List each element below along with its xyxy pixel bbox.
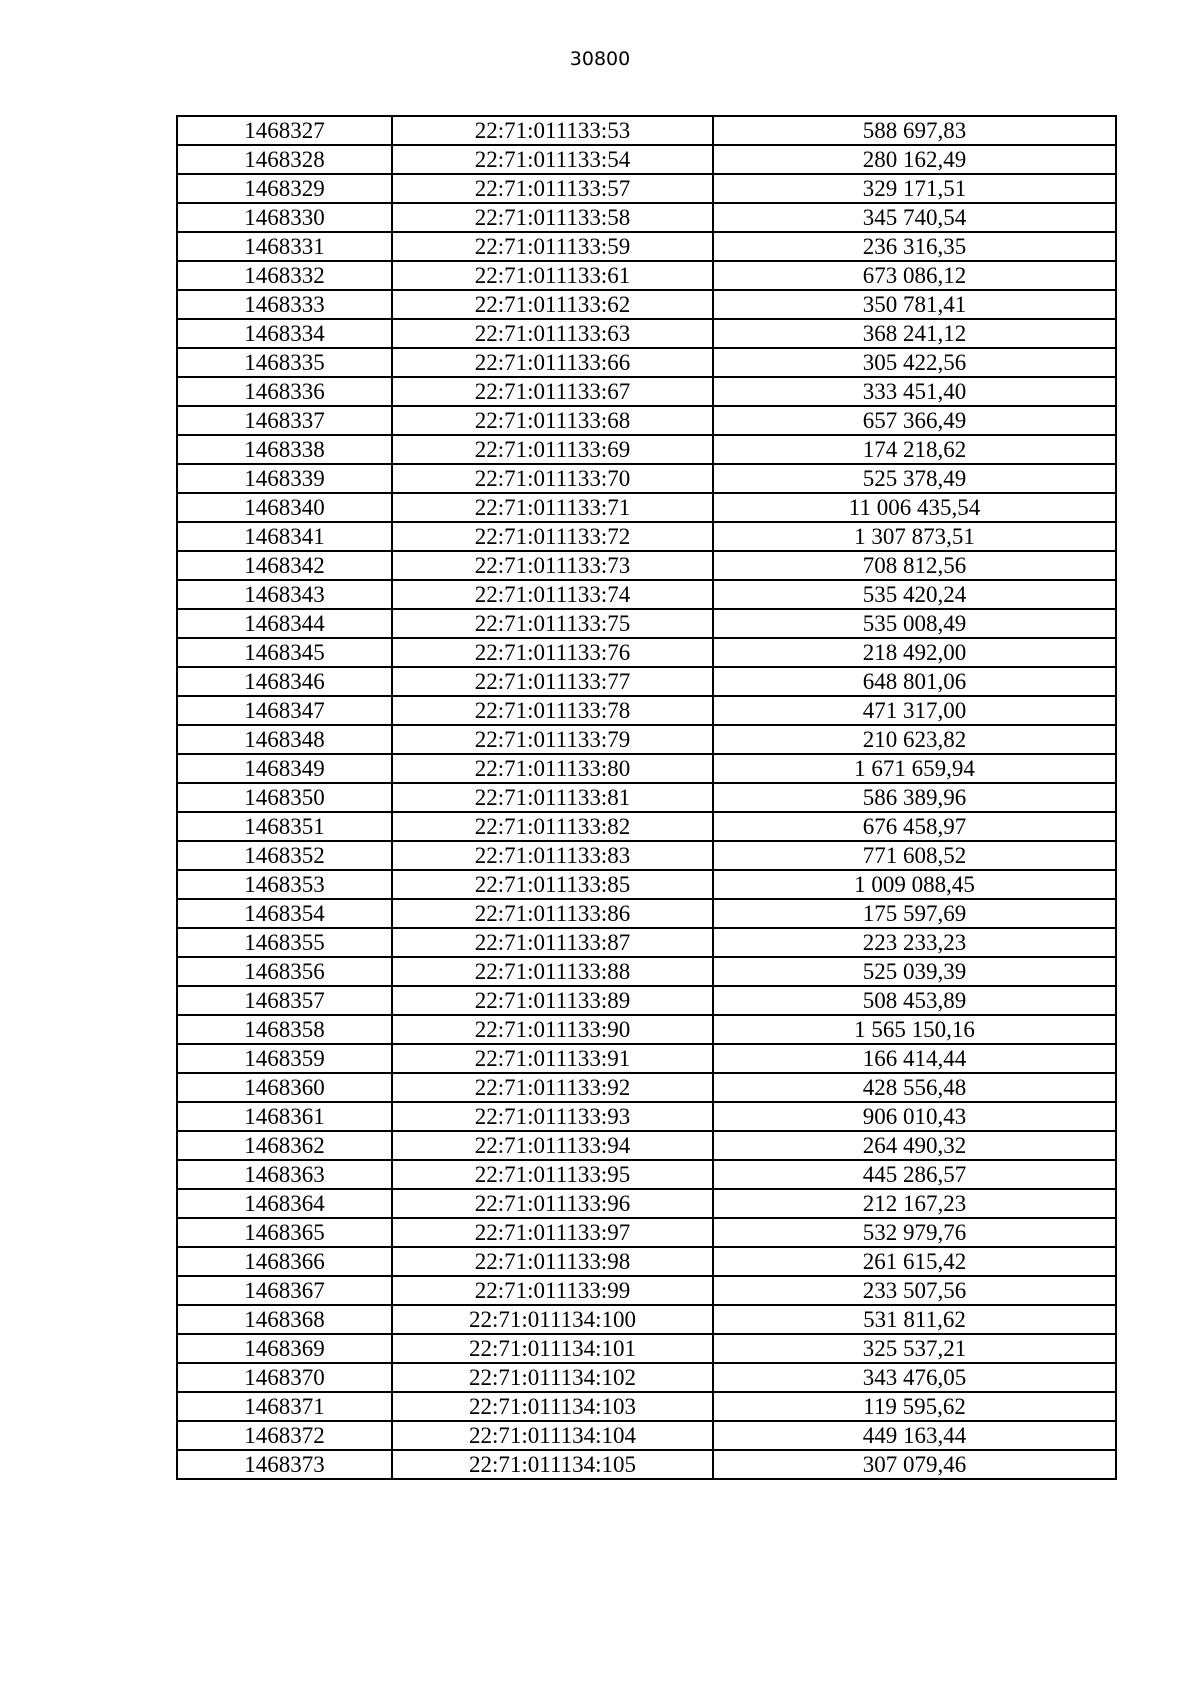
row-number-cell: 1468337 — [177, 406, 392, 435]
cadastral-number-cell: 22:71:011133:74 — [392, 580, 713, 609]
cadastral-number-cell: 22:71:011133:95 — [392, 1160, 713, 1189]
value-cell: 350 781,41 — [713, 290, 1116, 319]
table-row — [177, 928, 1116, 957]
cadastral-number-cell: 22:71:011133:67 — [392, 377, 713, 406]
row-number-cell: 1468350 — [177, 783, 392, 812]
data-table — [176, 115, 1117, 1480]
table-row — [177, 870, 1116, 899]
row-number-cell: 1468339 — [177, 464, 392, 493]
row-number-cell: 1468364 — [177, 1189, 392, 1218]
cadastral-number-cell: 22:71:011133:85 — [392, 870, 713, 899]
value-cell: 586 389,96 — [713, 783, 1116, 812]
cadastral-number-cell: 22:71:011133:57 — [392, 174, 713, 203]
table-row — [177, 493, 1116, 522]
cadastral-number-cell: 22:71:011133:72 — [392, 522, 713, 551]
table-row — [177, 841, 1116, 870]
value-cell: 218 492,00 — [713, 638, 1116, 667]
table-row — [177, 464, 1116, 493]
table-row — [177, 1131, 1116, 1160]
cadastral-number-cell: 22:71:011133:93 — [392, 1102, 713, 1131]
table-row — [177, 1392, 1116, 1421]
table-row — [177, 406, 1116, 435]
cadastral-number-cell: 22:71:011133:54 — [392, 145, 713, 174]
cadastral-number-cell: 22:71:011134:105 — [392, 1450, 713, 1479]
table-row — [177, 290, 1116, 319]
cadastral-number-cell: 22:71:011133:78 — [392, 696, 713, 725]
value-cell: 212 167,23 — [713, 1189, 1116, 1218]
value-cell: 280 162,49 — [713, 145, 1116, 174]
value-cell: 264 490,32 — [713, 1131, 1116, 1160]
table-row — [177, 203, 1116, 232]
table-row — [177, 638, 1116, 667]
cadastral-number-cell: 22:71:011133:77 — [392, 667, 713, 696]
cadastral-number-cell: 22:71:011133:62 — [392, 290, 713, 319]
row-number-cell: 1468369 — [177, 1334, 392, 1363]
row-number-cell: 1468330 — [177, 203, 392, 232]
value-cell: 445 286,57 — [713, 1160, 1116, 1189]
value-cell: 223 233,23 — [713, 928, 1116, 957]
row-number-cell: 1468342 — [177, 551, 392, 580]
cadastral-number-cell: 22:71:011133:89 — [392, 986, 713, 1015]
cadastral-number-cell: 22:71:011133:97 — [392, 1218, 713, 1247]
row-number-cell: 1468341 — [177, 522, 392, 551]
row-number-cell: 1468335 — [177, 348, 392, 377]
table-row — [177, 145, 1116, 174]
value-cell: 676 458,97 — [713, 812, 1116, 841]
cadastral-number-cell: 22:71:011133:58 — [392, 203, 713, 232]
value-cell: 305 422,56 — [713, 348, 1116, 377]
table-row — [177, 1334, 1116, 1363]
cadastral-number-cell: 22:71:011133:99 — [392, 1276, 713, 1305]
value-cell: 174 218,62 — [713, 435, 1116, 464]
table-row — [177, 1421, 1116, 1450]
row-number-cell: 1468368 — [177, 1305, 392, 1334]
cadastral-number-cell: 22:71:011133:80 — [392, 754, 713, 783]
value-cell: 1 307 873,51 — [713, 522, 1116, 551]
value-cell: 210 623,82 — [713, 725, 1116, 754]
row-number-cell: 1468367 — [177, 1276, 392, 1305]
value-cell: 119 595,62 — [713, 1392, 1116, 1421]
table-row — [177, 957, 1116, 986]
row-number-cell: 1468355 — [177, 928, 392, 957]
cadastral-number-cell: 22:71:011134:103 — [392, 1392, 713, 1421]
table-row — [177, 1015, 1116, 1044]
value-cell: 531 811,62 — [713, 1305, 1116, 1334]
cadastral-number-cell: 22:71:011133:88 — [392, 957, 713, 986]
row-number-cell: 1468363 — [177, 1160, 392, 1189]
value-cell: 175 597,69 — [713, 899, 1116, 928]
table-row — [177, 1073, 1116, 1102]
page-number: 30800 — [569, 48, 631, 70]
row-number-cell: 1468333 — [177, 290, 392, 319]
table-row — [177, 348, 1116, 377]
row-number-cell: 1468366 — [177, 1247, 392, 1276]
row-number-cell: 1468336 — [177, 377, 392, 406]
cadastral-number-cell: 22:71:011133:82 — [392, 812, 713, 841]
row-number-cell: 1468351 — [177, 812, 392, 841]
row-number-cell: 1468372 — [177, 1421, 392, 1450]
cadastral-number-cell: 22:71:011133:61 — [392, 261, 713, 290]
value-cell: 471 317,00 — [713, 696, 1116, 725]
value-cell: 325 537,21 — [713, 1334, 1116, 1363]
row-number-cell: 1468348 — [177, 725, 392, 754]
table-row — [177, 899, 1116, 928]
row-number-cell: 1468329 — [177, 174, 392, 203]
row-number-cell: 1468327 — [177, 116, 392, 145]
row-number-cell: 1468353 — [177, 870, 392, 899]
row-number-cell: 1468340 — [177, 493, 392, 522]
value-cell: 525 039,39 — [713, 957, 1116, 986]
value-cell: 508 453,89 — [713, 986, 1116, 1015]
value-cell: 708 812,56 — [713, 551, 1116, 580]
cadastral-number-cell: 22:71:011133:73 — [392, 551, 713, 580]
table-row — [177, 754, 1116, 783]
row-number-cell: 1468349 — [177, 754, 392, 783]
value-cell: 588 697,83 — [713, 116, 1116, 145]
cadastral-number-cell: 22:71:011133:66 — [392, 348, 713, 377]
value-cell: 673 086,12 — [713, 261, 1116, 290]
table-body — [177, 116, 1116, 1479]
row-number-cell: 1468362 — [177, 1131, 392, 1160]
value-cell: 535 008,49 — [713, 609, 1116, 638]
table-row — [177, 667, 1116, 696]
cadastral-number-cell: 22:71:011134:101 — [392, 1334, 713, 1363]
value-cell: 648 801,06 — [713, 667, 1116, 696]
row-number-cell: 1468358 — [177, 1015, 392, 1044]
value-cell: 166 414,44 — [713, 1044, 1116, 1073]
cadastral-number-cell: 22:71:011133:94 — [392, 1131, 713, 1160]
value-cell: 428 556,48 — [713, 1073, 1116, 1102]
table-row — [177, 1189, 1116, 1218]
value-cell: 525 378,49 — [713, 464, 1116, 493]
cadastral-number-cell: 22:71:011133:76 — [392, 638, 713, 667]
table-row — [177, 377, 1116, 406]
row-number-cell: 1468352 — [177, 841, 392, 870]
table-row — [177, 1160, 1116, 1189]
table-row — [177, 116, 1116, 145]
value-cell: 368 241,12 — [713, 319, 1116, 348]
row-number-cell: 1468356 — [177, 957, 392, 986]
table-row — [177, 319, 1116, 348]
value-cell: 329 171,51 — [713, 174, 1116, 203]
value-cell: 1 565 150,16 — [713, 1015, 1116, 1044]
table-row — [177, 174, 1116, 203]
row-number-cell: 1468359 — [177, 1044, 392, 1073]
table-row — [177, 1044, 1116, 1073]
cadastral-number-cell: 22:71:011133:96 — [392, 1189, 713, 1218]
row-number-cell: 1468345 — [177, 638, 392, 667]
table-row — [177, 1218, 1116, 1247]
cadastral-number-cell: 22:71:011134:104 — [392, 1421, 713, 1450]
table-row — [177, 1102, 1116, 1131]
table-row — [177, 812, 1116, 841]
row-number-cell: 1468361 — [177, 1102, 392, 1131]
table-row — [177, 1450, 1116, 1479]
row-number-cell: 1468346 — [177, 667, 392, 696]
cadastral-number-cell: 22:71:011133:92 — [392, 1073, 713, 1102]
value-cell: 771 608,52 — [713, 841, 1116, 870]
value-cell: 1 671 659,94 — [713, 754, 1116, 783]
table-row — [177, 1305, 1116, 1334]
table-row — [177, 1363, 1116, 1392]
table-row — [177, 580, 1116, 609]
cadastral-number-cell: 22:71:011133:98 — [392, 1247, 713, 1276]
row-number-cell: 1468338 — [177, 435, 392, 464]
row-number-cell: 1468332 — [177, 261, 392, 290]
value-cell: 11 006 435,54 — [713, 493, 1116, 522]
value-cell: 345 740,54 — [713, 203, 1116, 232]
row-number-cell: 1468365 — [177, 1218, 392, 1247]
row-number-cell: 1468370 — [177, 1363, 392, 1392]
cadastral-number-cell: 22:71:011133:69 — [392, 435, 713, 464]
table-row — [177, 261, 1116, 290]
cadastral-number-cell: 22:71:011134:100 — [392, 1305, 713, 1334]
cadastral-number-cell: 22:71:011134:102 — [392, 1363, 713, 1392]
row-number-cell: 1468354 — [177, 899, 392, 928]
value-cell: 261 615,42 — [713, 1247, 1116, 1276]
cadastral-number-cell: 22:71:011133:53 — [392, 116, 713, 145]
row-number-cell: 1468344 — [177, 609, 392, 638]
value-cell: 449 163,44 — [713, 1421, 1116, 1450]
row-number-cell: 1468328 — [177, 145, 392, 174]
row-number-cell: 1468334 — [177, 319, 392, 348]
cadastral-number-cell: 22:71:011133:91 — [392, 1044, 713, 1073]
table-row — [177, 725, 1116, 754]
cadastral-number-cell: 22:71:011133:90 — [392, 1015, 713, 1044]
value-cell: 906 010,43 — [713, 1102, 1116, 1131]
value-cell: 532 979,76 — [713, 1218, 1116, 1247]
cadastral-number-cell: 22:71:011133:71 — [392, 493, 713, 522]
cadastral-number-cell: 22:71:011133:68 — [392, 406, 713, 435]
value-cell: 657 366,49 — [713, 406, 1116, 435]
cadastral-number-cell: 22:71:011133:81 — [392, 783, 713, 812]
value-cell: 233 507,56 — [713, 1276, 1116, 1305]
row-number-cell: 1468331 — [177, 232, 392, 261]
value-cell: 333 451,40 — [713, 377, 1116, 406]
cadastral-number-cell: 22:71:011133:63 — [392, 319, 713, 348]
value-cell: 236 316,35 — [713, 232, 1116, 261]
value-cell: 1 009 088,45 — [713, 870, 1116, 899]
table-row — [177, 551, 1116, 580]
table-row — [177, 783, 1116, 812]
value-cell: 307 079,46 — [713, 1450, 1116, 1479]
row-number-cell: 1468343 — [177, 580, 392, 609]
cadastral-number-cell: 22:71:011133:83 — [392, 841, 713, 870]
cadastral-number-cell: 22:71:011133:75 — [392, 609, 713, 638]
row-number-cell: 1468373 — [177, 1450, 392, 1479]
cadastral-number-cell: 22:71:011133:59 — [392, 232, 713, 261]
cadastral-number-cell: 22:71:011133:70 — [392, 464, 713, 493]
table-row — [177, 435, 1116, 464]
row-number-cell: 1468357 — [177, 986, 392, 1015]
table-row — [177, 609, 1116, 638]
value-cell: 535 420,24 — [713, 580, 1116, 609]
table-row — [177, 986, 1116, 1015]
row-number-cell: 1468371 — [177, 1392, 392, 1421]
table-row — [177, 1276, 1116, 1305]
table-row — [177, 1247, 1116, 1276]
value-cell: 343 476,05 — [713, 1363, 1116, 1392]
row-number-cell: 1468360 — [177, 1073, 392, 1102]
table-row — [177, 232, 1116, 261]
row-number-cell: 1468347 — [177, 696, 392, 725]
table-row — [177, 522, 1116, 551]
cadastral-number-cell: 22:71:011133:79 — [392, 725, 713, 754]
table-row — [177, 696, 1116, 725]
cadastral-number-cell: 22:71:011133:86 — [392, 899, 713, 928]
cadastral-number-cell: 22:71:011133:87 — [392, 928, 713, 957]
